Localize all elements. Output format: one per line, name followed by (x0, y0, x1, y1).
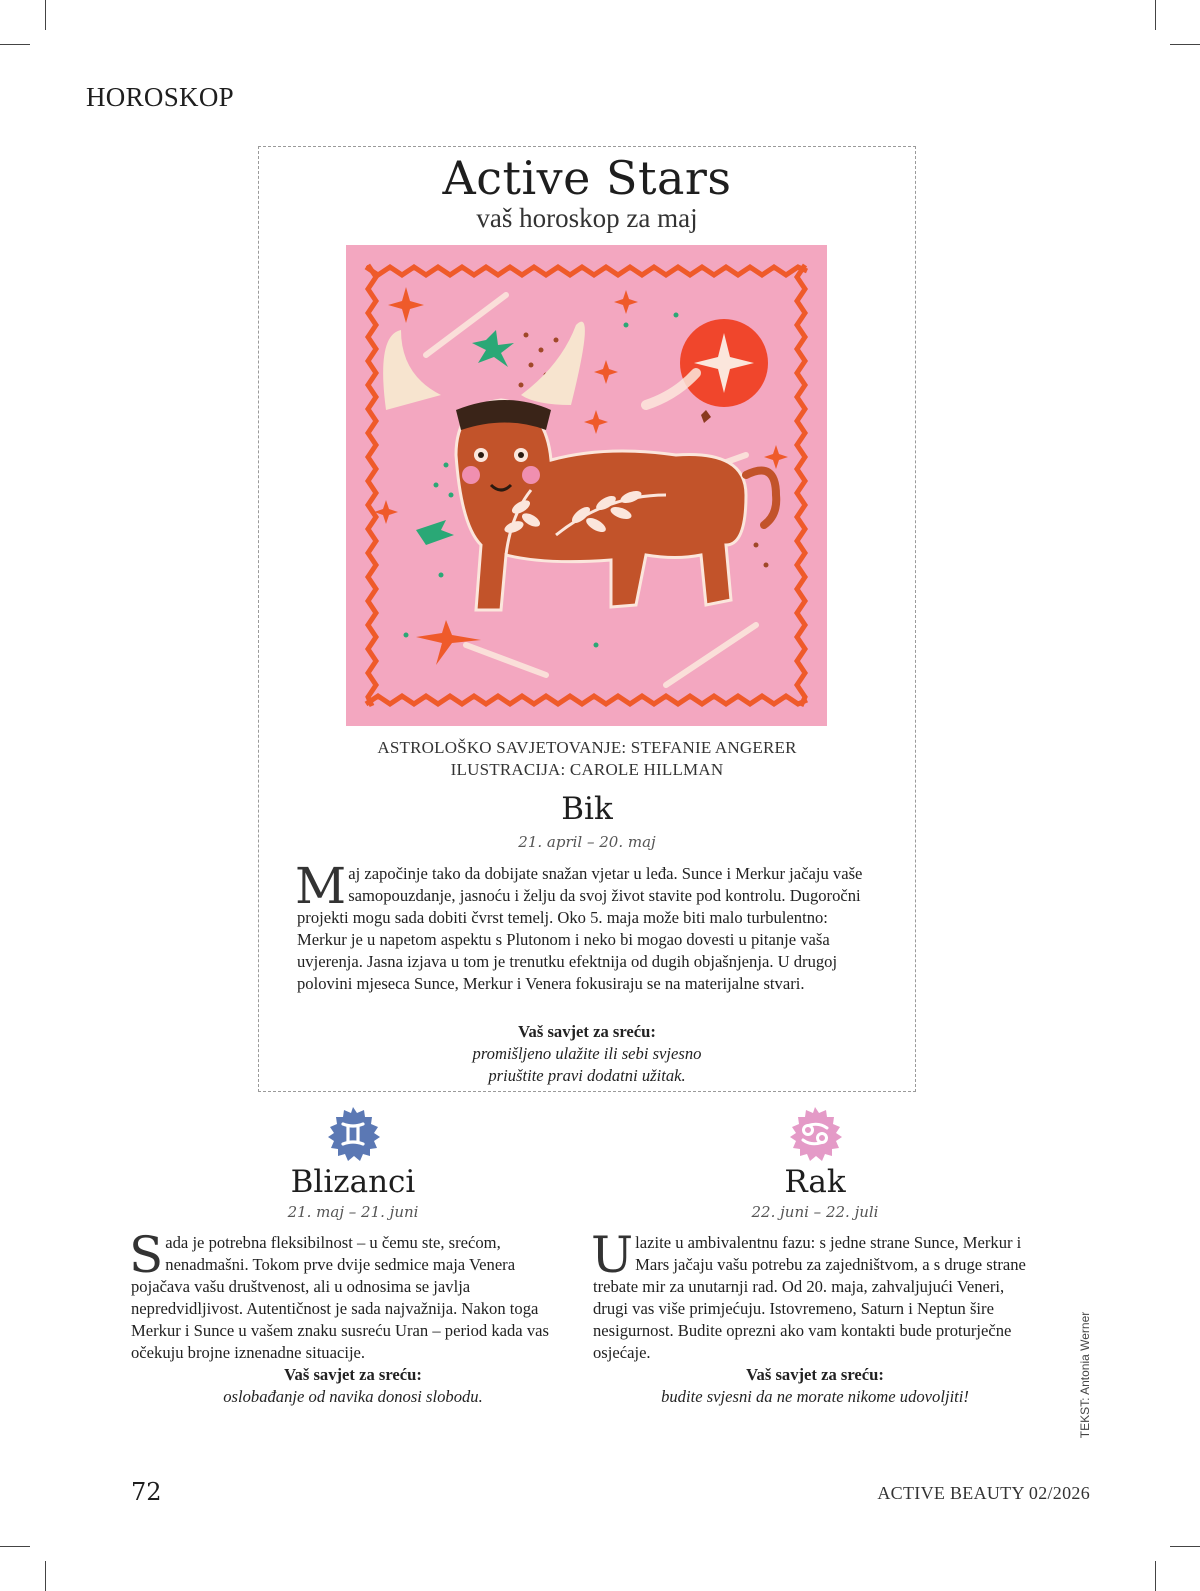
tip-text: budite svjesni da ne morate nikome udovoljiti! (661, 1387, 969, 1406)
sign-dates-rak: 22. juni – 22. juli (751, 1203, 879, 1221)
dropcap: S (129, 1226, 164, 1284)
tip-text: oslobađanje od navika donosi slobodu. (223, 1387, 483, 1406)
text-credit (1078, 1300, 1092, 1450)
page-title: Active Stars (442, 151, 732, 205)
feature-box (258, 146, 916, 1092)
crop-mark (1170, 1546, 1200, 1547)
credit-astrology: ASTROLOŠKO SAVJETOVANJE: STEFANIE ANGERER (377, 738, 797, 757)
tip-label: Vaš savjet za sreću: (746, 1365, 884, 1384)
page-subtitle: vaš horoskop za maj (476, 203, 698, 233)
crop-mark (1155, 1561, 1156, 1591)
dropcap: U (591, 1226, 634, 1284)
horoscope-column-rak (593, 1106, 1037, 1408)
credit-illustration: ILUSTRACIJA: CAROLE HILLMAN (450, 760, 724, 779)
tip-label: Vaš savjet za sreću: (518, 1022, 656, 1041)
crop-mark (0, 44, 30, 45)
section-label: HOROSKOP (86, 82, 234, 112)
horoscope-text-bik (295, 857, 881, 995)
horoscope-column-blizanci (131, 1106, 575, 1408)
gemini-icon (325, 1106, 381, 1162)
sign-dates-bik: 21. april – 20. maj (518, 833, 656, 851)
luck-tip-bik (259, 1021, 915, 1087)
text-credit-label: TEKST: Antonia Werner (1078, 1311, 1092, 1439)
taurus-bull-illustration (346, 245, 827, 726)
crop-mark (45, 0, 46, 30)
page-number: 72 (131, 1478, 162, 1506)
sign-name-rak: Rak (784, 1164, 846, 1200)
horoscope-text-blizanci (129, 1226, 575, 1364)
paragraph: lazite u ambivalentnu fazu: s jedne strane Sunce, Merkur i Mars jačaju vašu potrebu za zajedništvom, a s druge strane trebate mir za unutarnji rad. Od 20. maja, zahvaljujući Veneri, drugi vas više primjećuju. Istovremeno, Saturn i Neptun šire nesigurnost. Budite oprezni ako vam kontakti bude proturječne osjećaje. (593, 1233, 1026, 1362)
crop-mark (0, 1546, 30, 1547)
paragraph: aj započinje tako da dobijate snažan vjetar u leđa. Sunce i Merkur jačaju vaše samopouzdanje, jasnoću i želju da svoj život stavite pod kontrolu. Dugoročni projekti mogu sada dobiti čvrst temelj. Oko 5. maja može biti malo turbulentno: Merkur je u napetom aspektu s Plutonom i neko bi mogao dovesti u pitanje vaša uvjerenja. Jasna izjava u tom je trenutku efektnija od dugih objašnjenja. U drugoj polovini mjeseca Sunce, Merkur i Venera fokusiraju se na materijalne stvari. (297, 864, 863, 993)
paragraph: ada je potrebna fleksibilnost – u čemu ste, srećom, nenadmašni. Tokom prve dvije sedmice maja Venera pojačava vašu društvenost, ali u odnosima se javlja nepredvidljivost. Autentičnost je sada najvažnija. Nakon toga Merkur i Sunce u vašem znaku susreću Uran – period kada vas očekuju brojne iznenadne situacije. (131, 1233, 549, 1362)
horoscope-text-rak (591, 1226, 1037, 1364)
credits (259, 737, 915, 781)
tip-label: Vaš savjet za sreću: (284, 1365, 422, 1384)
dropcap: M (295, 857, 347, 915)
magazine-issue: ACTIVE BEAUTY 02/2026 (877, 1483, 1090, 1503)
tip-text: promišljeno ulažite ili sebi svjesno (472, 1044, 702, 1063)
crop-mark (1155, 0, 1156, 30)
cancer-icon (787, 1106, 843, 1162)
tip-text: priuštite pravi dodatni užitak. (488, 1066, 686, 1085)
crop-mark (45, 1561, 46, 1591)
sign-name-bik: Bik (561, 791, 613, 827)
crop-mark (1170, 44, 1200, 45)
sign-dates-blizanci: 21. maj – 21. juni (287, 1203, 419, 1221)
sign-name-blizanci: Blizanci (290, 1164, 416, 1200)
